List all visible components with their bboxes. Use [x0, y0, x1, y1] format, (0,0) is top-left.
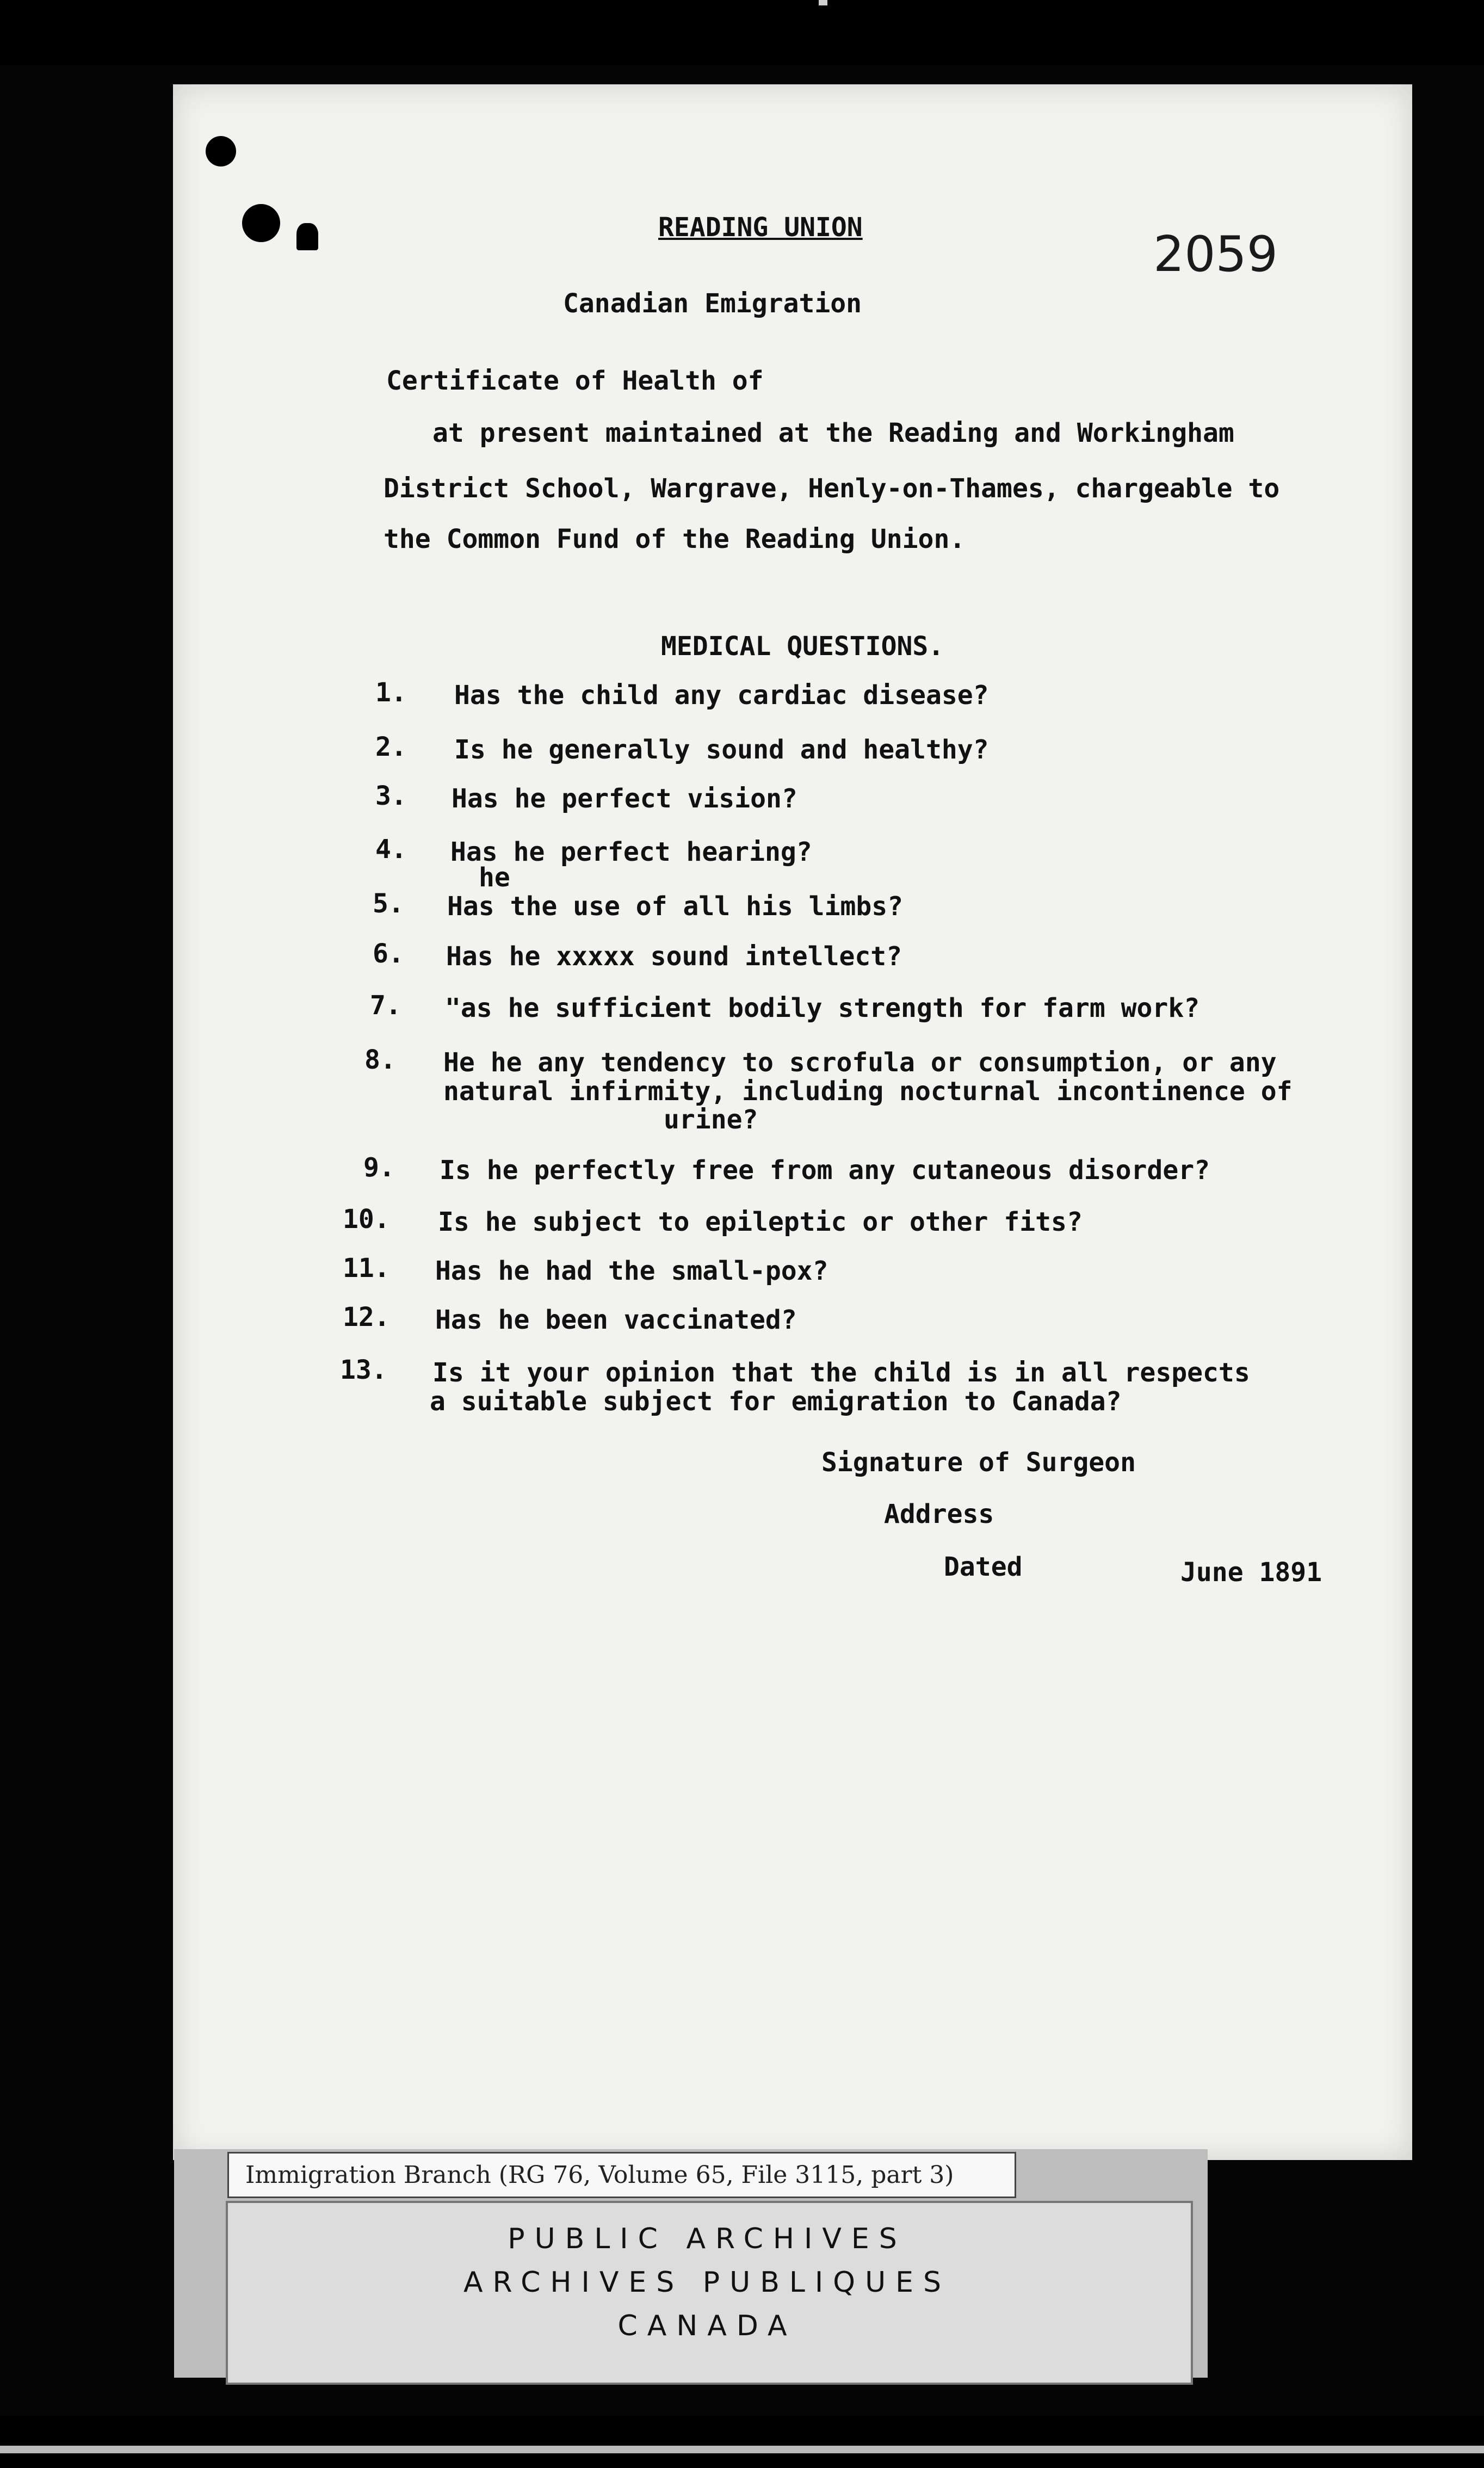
- question-number: 10.: [343, 1204, 390, 1235]
- question-text: Has he been vaccinated?: [435, 1305, 797, 1335]
- archive-stamp-line: PUBLIC ARCHIVES: [508, 2223, 907, 2255]
- question-text: Has he xxxxx sound intellect?: [446, 941, 902, 972]
- question-number: 9.: [363, 1152, 395, 1183]
- question-insert: he: [479, 862, 510, 893]
- question-text: Is he perfectly free from any cutaneous disorder?: [440, 1155, 1210, 1186]
- signature-label: Signature of Surgeon: [821, 1447, 1136, 1478]
- date-value: June 1891: [1180, 1557, 1322, 1588]
- punch-hole: [206, 136, 236, 166]
- archive-stamp-line: CANADA: [617, 2310, 797, 2342]
- film-edge-strip: [0, 2446, 1484, 2453]
- dated-label: Dated: [944, 1552, 1023, 1582]
- question-number: 7.: [370, 990, 401, 1021]
- question-number: 2.: [375, 732, 407, 762]
- question-text: He he any tendency to scrofula or consumption, or any: [443, 1047, 1277, 1078]
- question-text: natural infirmity, including nocturnal incontinence of: [443, 1076, 1293, 1107]
- intro-line: the Common Fund of the Reading Union.: [384, 524, 966, 554]
- question-number: 3.: [375, 781, 407, 811]
- question-text: Has the child any cardiac disease?: [454, 680, 989, 711]
- question-number: 11.: [343, 1253, 390, 1284]
- archive-reference: Immigration Branch (RG 76, Volume 65, File 3115, part 3): [227, 2152, 1016, 2198]
- question-number: 4.: [375, 834, 407, 865]
- document-page: [173, 84, 1412, 2160]
- archive-stamp-line: ARCHIVES PUBLIQUES: [463, 2266, 951, 2299]
- question-text: Has he had the small-pox?: [435, 1256, 828, 1286]
- question-text: a suitable subject for emigration to Canada?: [430, 1386, 1122, 1417]
- question-text: Has he perfect vision?: [452, 783, 797, 814]
- punch-hole: [242, 204, 280, 242]
- intro-line: District School, Wargrave, Henly-on-Thames, chargeable to: [384, 473, 1280, 504]
- document-header: READING UNION: [658, 212, 863, 243]
- question-text: Is he subject to epileptic or other fits?: [438, 1207, 1083, 1237]
- certificate-title: Certificate of Health of: [386, 366, 764, 396]
- question-number: 6.: [373, 939, 404, 969]
- question-number: 8.: [364, 1045, 396, 1075]
- file-number: 2059: [1153, 226, 1278, 283]
- question-number: 13.: [340, 1355, 387, 1385]
- film-border-top: [0, 0, 1484, 65]
- questions-heading: MEDICAL QUESTIONS.: [661, 631, 944, 662]
- question-text: "as he sufficient bodily strength for farm work?: [445, 993, 1200, 1023]
- address-label: Address: [884, 1499, 994, 1529]
- intro-line: at present maintained at the Reading and Workingham: [432, 418, 1234, 448]
- question-text: urine?: [664, 1105, 758, 1135]
- question-number: 12.: [343, 1302, 390, 1332]
- document-subtitle: Canadian Emigration: [563, 288, 862, 319]
- question-number: 1.: [375, 677, 407, 708]
- punch-hole: [296, 223, 318, 250]
- question-text: Has the use of all his limbs?: [447, 891, 904, 922]
- film-border-bottom: [0, 2416, 1484, 2468]
- question-number: 5.: [373, 889, 404, 919]
- question-text: Is it your opinion that the child is in all respects: [432, 1358, 1250, 1388]
- film-sprocket-mark: [819, 0, 827, 5]
- question-text: Is he generally sound and healthy?: [454, 735, 989, 765]
- question-text: Has he perfect hearing?: [450, 837, 812, 867]
